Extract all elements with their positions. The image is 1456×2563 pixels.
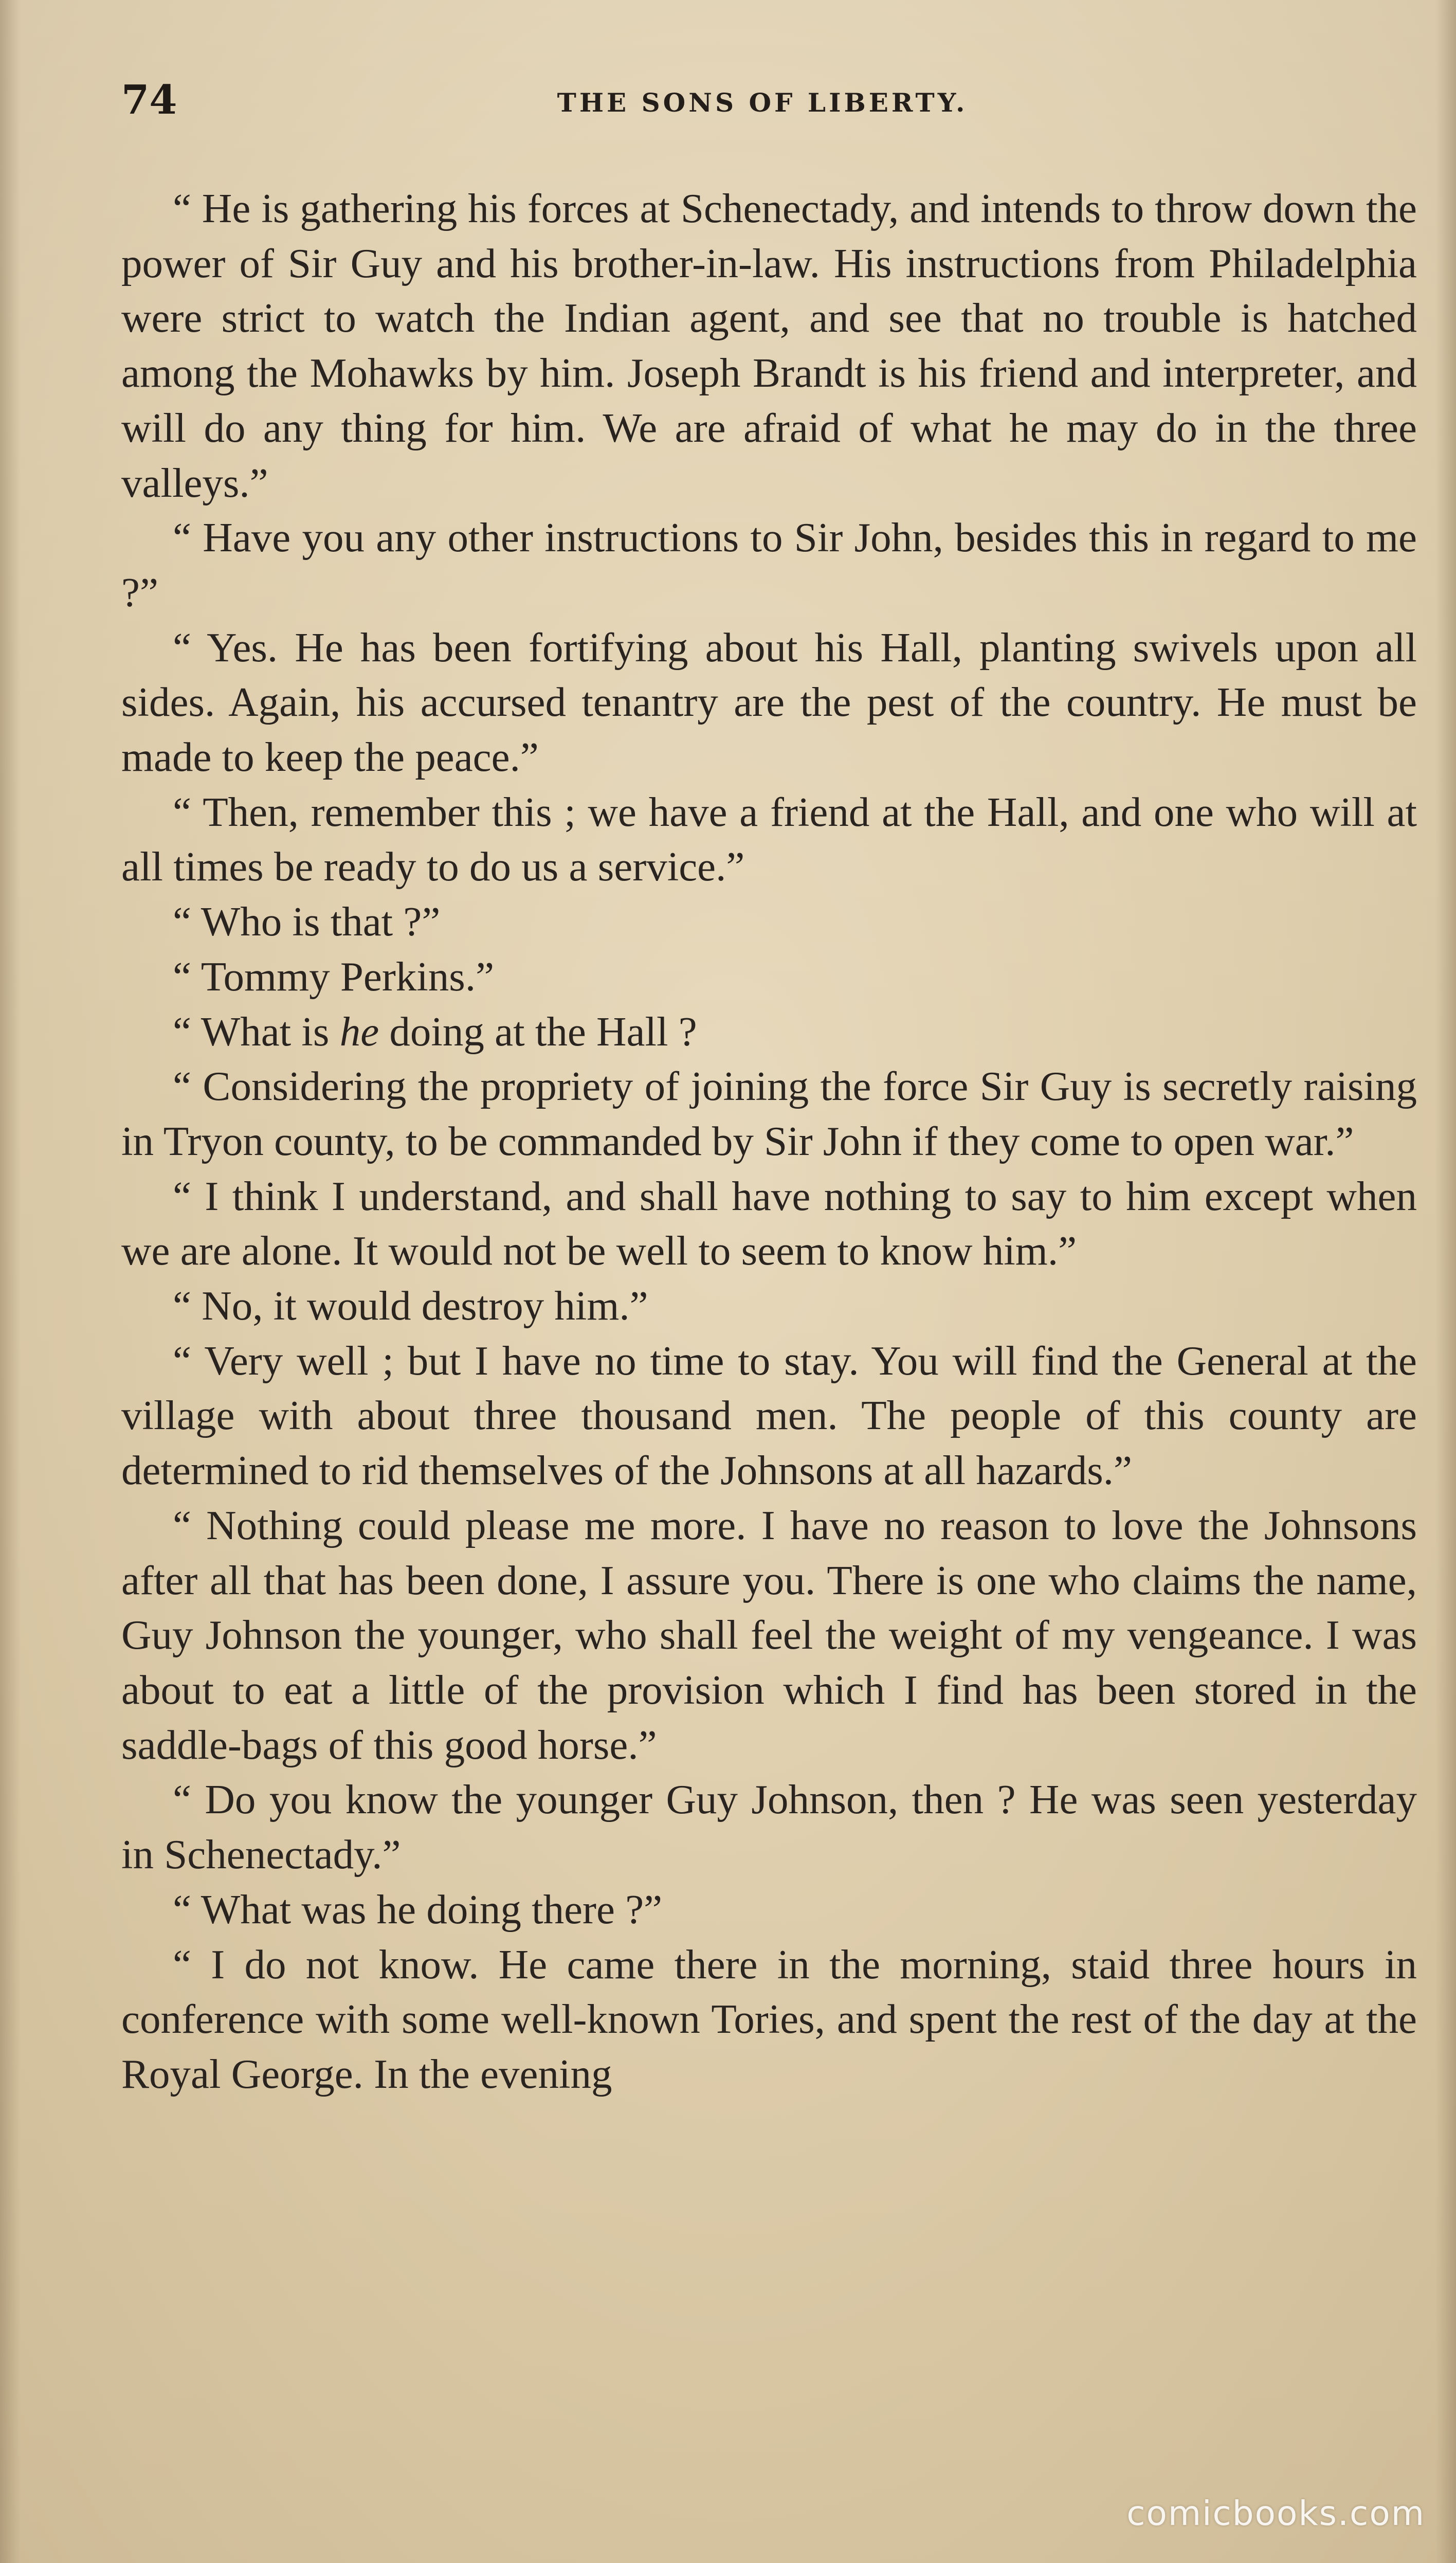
- paragraph: “ Yes. He has been fortifying about his Hall, planting swivels upon all sides. Again, his accursed tenantry are the pest of the country. He must be made to keep the peace.”: [121, 624, 1417, 781]
- paragraph: “ Considering the propriety of joining the force Sir Guy is secretly raising in Tryon county, to be commanded by Sir John if they come to open war.”: [121, 1063, 1417, 1164]
- running-head: [121, 77, 1373, 123]
- hall-question-before: “ What is: [173, 1008, 340, 1055]
- page-number: 74: [121, 77, 177, 123]
- paragraph: “ No, it would destroy him.”: [173, 1283, 648, 1329]
- page-edge-shadow-right: [1435, 0, 1456, 2563]
- paragraph: “ Who is that ?”: [173, 898, 441, 945]
- paragraph: “ Have you any other instructions to Sir John, besides this in regard to me ?”: [121, 514, 1417, 616]
- hall-question-after: doing at the Hall ?: [379, 1008, 697, 1055]
- paragraph: “ Tommy Perkins.”: [173, 953, 495, 1000]
- paragraph-hall-question: [121, 1004, 1417, 1059]
- paragraph: “ Then, remember this ; we have a friend at the Hall, and one who will at all times be ready to do us a service.”: [121, 788, 1417, 890]
- body-text: [121, 181, 1417, 2102]
- paragraph: “ Do you know the younger Guy Johnson, then ? He was seen yesterday in Schenectady.”: [121, 1776, 1417, 1878]
- running-title: THE SONS OF LIBERTY.: [557, 87, 968, 118]
- watermark: comicbooks.com: [1126, 2494, 1425, 2533]
- paragraph: “ Nothing could please me more. I have no reason to love the Johnsons after all that has been done, I assure you. There is one who claims the name, Guy Johnson the younger, who shall feel the weight of my vengeance. I was about to eat a little of the provision which I find has been stored in the saddle-bags of this good horse.”: [121, 1502, 1417, 1768]
- paragraph: “ What was he doing there ?”: [173, 1886, 663, 1933]
- hall-question-emphasis: he: [339, 1008, 379, 1055]
- page-edge-shadow-left: [0, 0, 21, 2563]
- paragraph: “ He is gathering his forces at Schenectady, and intends to throw down the power of Sir Guy and his brother-in-law. His instructions from Philadelphia were strict to watch the Indian agent, and see that no trouble is hatched among the Mohawks by him. Joseph Brandt is his friend and interpreter, and will do any thing for him. We are afraid of what he may do in the three valleys.”: [121, 185, 1417, 506]
- paragraph: “ I do not know. He came there in the morning, staid three hours in conference with some well-known Tories, and spent the rest of the day at the Royal George. In the evening: [121, 1941, 1417, 2097]
- paragraph: “ Very well ; but I have no time to stay. You will find the General at the village with about three thousand men. The people of this county are determined to rid themselves of the Johnsons at all hazards.”: [121, 1337, 1417, 1494]
- paragraph: “ I think I understand, and shall have nothing to say to him except when we are alone. It would not be well to seem to know him.”: [121, 1172, 1417, 1274]
